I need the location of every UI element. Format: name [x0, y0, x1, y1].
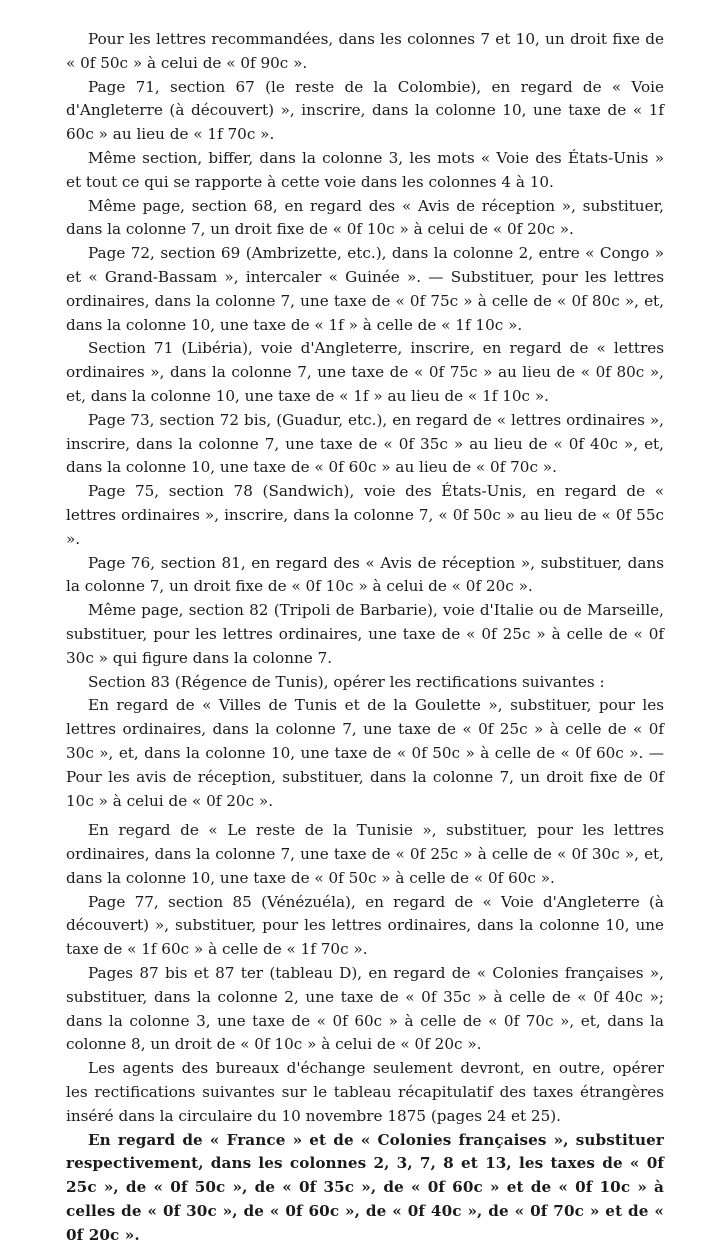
paragraph-page-75-section-78: Page 75, section 78 (Sandwich), voie des États-Unis, en regard de « lettres ordinaires », inscrire, dans la colonne 7, « 0f 50c » au lieu de « 0f 55c ».	[66, 482, 664, 548]
paragraph-same-section-strike: Même section, biffer, dans la colonne 3, les mots « Voie des États-Unis » et tout ce qui se rapporte à cette voie dans les colonnes 4 à 10.	[66, 148, 664, 191]
paragraph-page-73-section-72bis: Page 73, section 72 bis, (Guadur, etc.), en regard de « lettres ordinaires », inscrire, dans la colonne 7, une taxe de « 0f 35c » au lieu de « 0f 40c », et, dans la colonne 10, une taxe de « 0f 60c » au lieu de « 0f 70c ».	[66, 410, 664, 477]
paragraph-france-colonies: En regard de « France » et de « Colonies françaises », substituer respectivement, dans les colonnes 2, 3, 7, 8 et 13, les taxes de « 0f 25c », de « 0f 50c », de « 0f 35c », de « 0f 60c » et de « 0f 10c » à celles de « 0f 30c », de « 0f 60c », de « 0f 40c », de « 0f 70c » et de « 0f 20c ».	[66, 1130, 664, 1244]
paragraph-page-72-section-69: Page 72, section 69 (Ambrizette, etc.), dans la colonne 2, entre « Congo » et « Grand-Bassam », intercaler « Guinée ». — Substituer, pour les lettres ordinaires, dans la colonne 7, une taxe de « 0f 75c » à celle de « 0f 80c », et, dans la colonne 10, une taxe de « 1f » à celle de « 1f 10c ».	[66, 244, 664, 334]
paragraph-section-82-tripoli: Même page, section 82 (Tripoli de Barbarie), voie d'Italie ou de Marseille, substituer, pour les lettres ordinaires, une taxe de « 0f 25c » à celle de « 0f 30c » qui figure dans la colonne 7.	[66, 601, 664, 667]
paragraph-registered-letters: Pour les lettres recommandées, dans les colonnes 7 et 10, un droit fixe de « 0f 50c » à celui de « 0f 90c ».	[66, 30, 664, 72]
paragraph-rest-of-tunisia: En regard de « Le reste de la Tunisie », substituer, pour les lettres ordinaires, dans la colonne 7, une taxe de « 0f 25c » à celle de « 0f 30c », et, dans la colonne 10, une taxe de « 0f 50c » à celle de « 0f 60c ».	[66, 821, 664, 887]
paragraph-tunis-goulette: En regard de « Villes de Tunis et de la Goulette », substituer, pour les lettres ordinaires, dans la colonne 7, une taxe de « 0f 25c » à celle de « 0f 30c », et, dans la colonne 10, une taxe de « 0f 50c » à celle de « 0f 60c ». — Pour les avis de réception, substituer, dans la colonne 7, un droit fixe de 0f 10c » à celui de « 0f 20c ».	[66, 696, 664, 810]
paragraph-page-76-section-81: Page 76, section 81, en regard des « Avis de réception », substituer, dans la colonne 7, un droit fixe de « 0f 10c » à celui de « 0f 20c ».	[66, 553, 664, 596]
paragraph-pages-87-tableau-d: Pages 87 bis et 87 ter (tableau D), en regard de « Colonies françaises », substituer, dans la colonne 2, une taxe de « 0f 35c » à celle de « 0f 40c »; dans la colonne 3, une taxe de « 0f 60c » à celle de « 0f 70c », et, dans la colonne 8, un droit de « 0f 10c » à celui de « 0f 20c ».	[66, 964, 664, 1054]
paragraph-exchange-bureau-agents: Les agents des bureaux d'échange seulement devront, en outre, opérer les rectifications suivantes sur le tableau récapitulatif des taxes étrangères inséré dans la circulaire du 10 novembre 1875 (pages 24 et 25).	[66, 1059, 664, 1125]
paragraph-page-77-section-85: Page 77, section 85 (Vénézuéla), en regard de « Voie d'Angleterre (à découvert) », substituer, pour les lettres ordinaires, dans la colonne 10, une taxe de « 1f 60c » à celle de « 1f 70c ».	[66, 892, 664, 959]
document-page	[66, 28, 664, 1248]
paragraph-section-83-tunis: Section 83 (Régence de Tunis), opérer les rectifications suivantes :	[88, 672, 605, 691]
paragraph-section-68: Même page, section 68, en regard des « Avis de réception », substituer, dans la colonne 7, un droit fixe de « 0f 10c » à celui de « 0f 20c ».	[66, 196, 664, 239]
paragraph-page-71-section-67: Page 71, section 67 (le reste de la Colombie), en regard de « Voie d'Angleterre (à découvert) », inscrire, dans la colonne 10, une taxe de « 1f 60c » au lieu de « 1f 70c ».	[66, 77, 664, 144]
paragraph-section-71-liberia: Section 71 (Libéria), voie d'Angleterre, inscrire, en regard de « lettres ordinaires », dans la colonne 7, une taxe de « 0f 75c » au lieu de « 0f 80c », et, dans la colonne 10, une taxe de « 1f » au lieu de « 1f 10c ».	[66, 339, 664, 405]
